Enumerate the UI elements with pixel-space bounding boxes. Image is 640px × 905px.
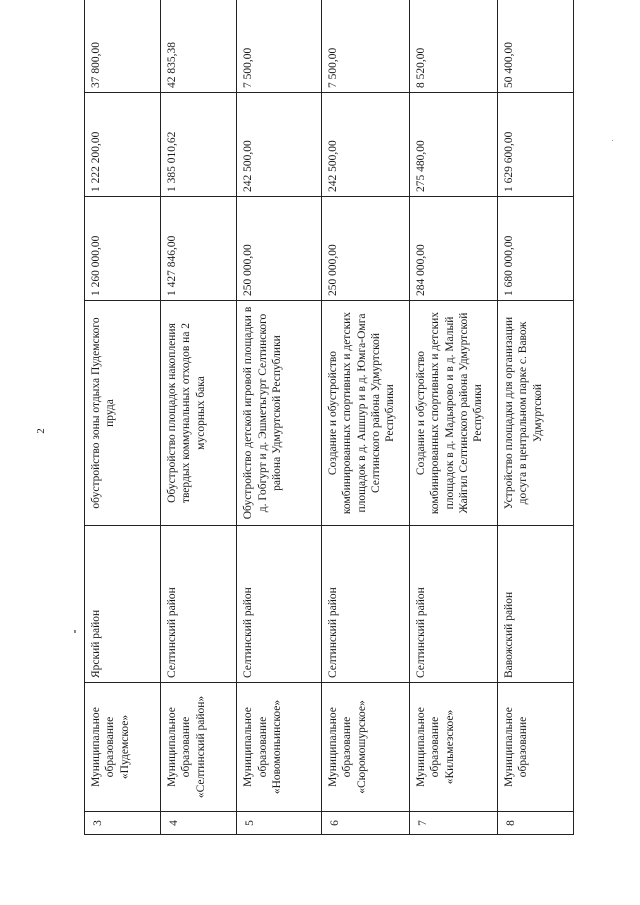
total-amount-cell: 284 000,00 [409, 197, 497, 301]
row-number-cell: 7 [409, 812, 497, 835]
republic-amount-cell: 1 222 200,00 [85, 93, 161, 197]
funding-table [84, 0, 574, 835]
total-amount-cell: 1 427 846,00 [161, 197, 237, 301]
row-number-cell: 3 [85, 812, 161, 835]
local-amount-cell: 42 835,38 [161, 0, 237, 93]
row-number-cell: 8 [497, 812, 573, 835]
total-amount-cell: 250 000,00 [237, 197, 322, 301]
total-amount-cell: 1 260 000,00 [85, 197, 161, 301]
republic-amount-cell: 242 500,00 [237, 93, 322, 197]
district-cell: Вавожский район [497, 526, 573, 683]
local-amount-cell: 37 800,00 [85, 0, 161, 93]
object-cell: Создание и обустройство комбинированных спортивных и детских площадок в д. Ашшур и в д. Юмга-Омга Селтинского района Удмуртской Республики [321, 301, 409, 526]
local-amount-cell: 7 500,00 [321, 0, 409, 93]
object-cell: Создание и обустройство комбинированных спортивных и детских площадок в д. Мадьярово и в д. Малый Жайгил Селтинского района Удмуртской Республики [409, 301, 497, 526]
municipality-cell: Муниципальное образование «Сюромошурское» [321, 683, 409, 812]
table-row [237, 0, 322, 835]
object-cell: обустройство зоны отдыха Пудемского пруда [85, 301, 161, 526]
table-row [85, 0, 161, 835]
district-cell: Селтинский район [161, 526, 237, 683]
republic-amount-cell: 1 385 010,62 [161, 93, 237, 197]
district-cell: Селтинский район [237, 526, 322, 683]
municipality-cell: Муниципальное образование «Пудемское» [85, 683, 161, 812]
table-row [161, 0, 237, 835]
table-row [497, 0, 573, 835]
page-number: 2 [34, 428, 47, 434]
funding-table-rotated [84, 40, 574, 835]
municipality-cell: Муниципальное образование «Новомоньинское» [237, 683, 322, 812]
total-amount-cell: 250 000,00 [321, 197, 409, 301]
scan-speck [74, 630, 76, 633]
republic-amount-cell: 242 500,00 [321, 93, 409, 197]
municipality-cell: Муниципальное образование [497, 683, 573, 812]
municipality-cell: Муниципальное образование «Кильмезское» [409, 683, 497, 812]
scan-speck [612, 140, 613, 141]
object-cell: Обустройство детской игровой площадки в д. Гобгурт и д. Эшметьгурт Селтинского района Удмуртской Республики [237, 301, 322, 526]
district-cell: Ярский район [85, 526, 161, 683]
district-cell: Селтинский район [321, 526, 409, 683]
total-amount-cell: 1 680 000,00 [497, 197, 573, 301]
local-amount-cell: 8 520,00 [409, 0, 497, 93]
table-row [409, 0, 497, 835]
table-row [321, 0, 409, 835]
local-amount-cell: 7 500,00 [237, 0, 322, 93]
object-cell: Устройство площадки для организации досуга в центральном парке с. Вавож Удмуртской [497, 301, 573, 526]
row-number-cell: 5 [237, 812, 322, 835]
municipality-cell: Муниципальное образование «Селтинский район» [161, 683, 237, 812]
row-number-cell: 4 [161, 812, 237, 835]
row-number-cell: 6 [321, 812, 409, 835]
district-cell: Селтинский район [409, 526, 497, 683]
republic-amount-cell: 275 480,00 [409, 93, 497, 197]
local-amount-cell: 50 400,00 [497, 0, 573, 93]
object-cell: Обустройство площадок накопления твердых коммунальных отходов на 2 мусорных бака [161, 301, 237, 526]
republic-amount-cell: 1 629 600,00 [497, 93, 573, 197]
